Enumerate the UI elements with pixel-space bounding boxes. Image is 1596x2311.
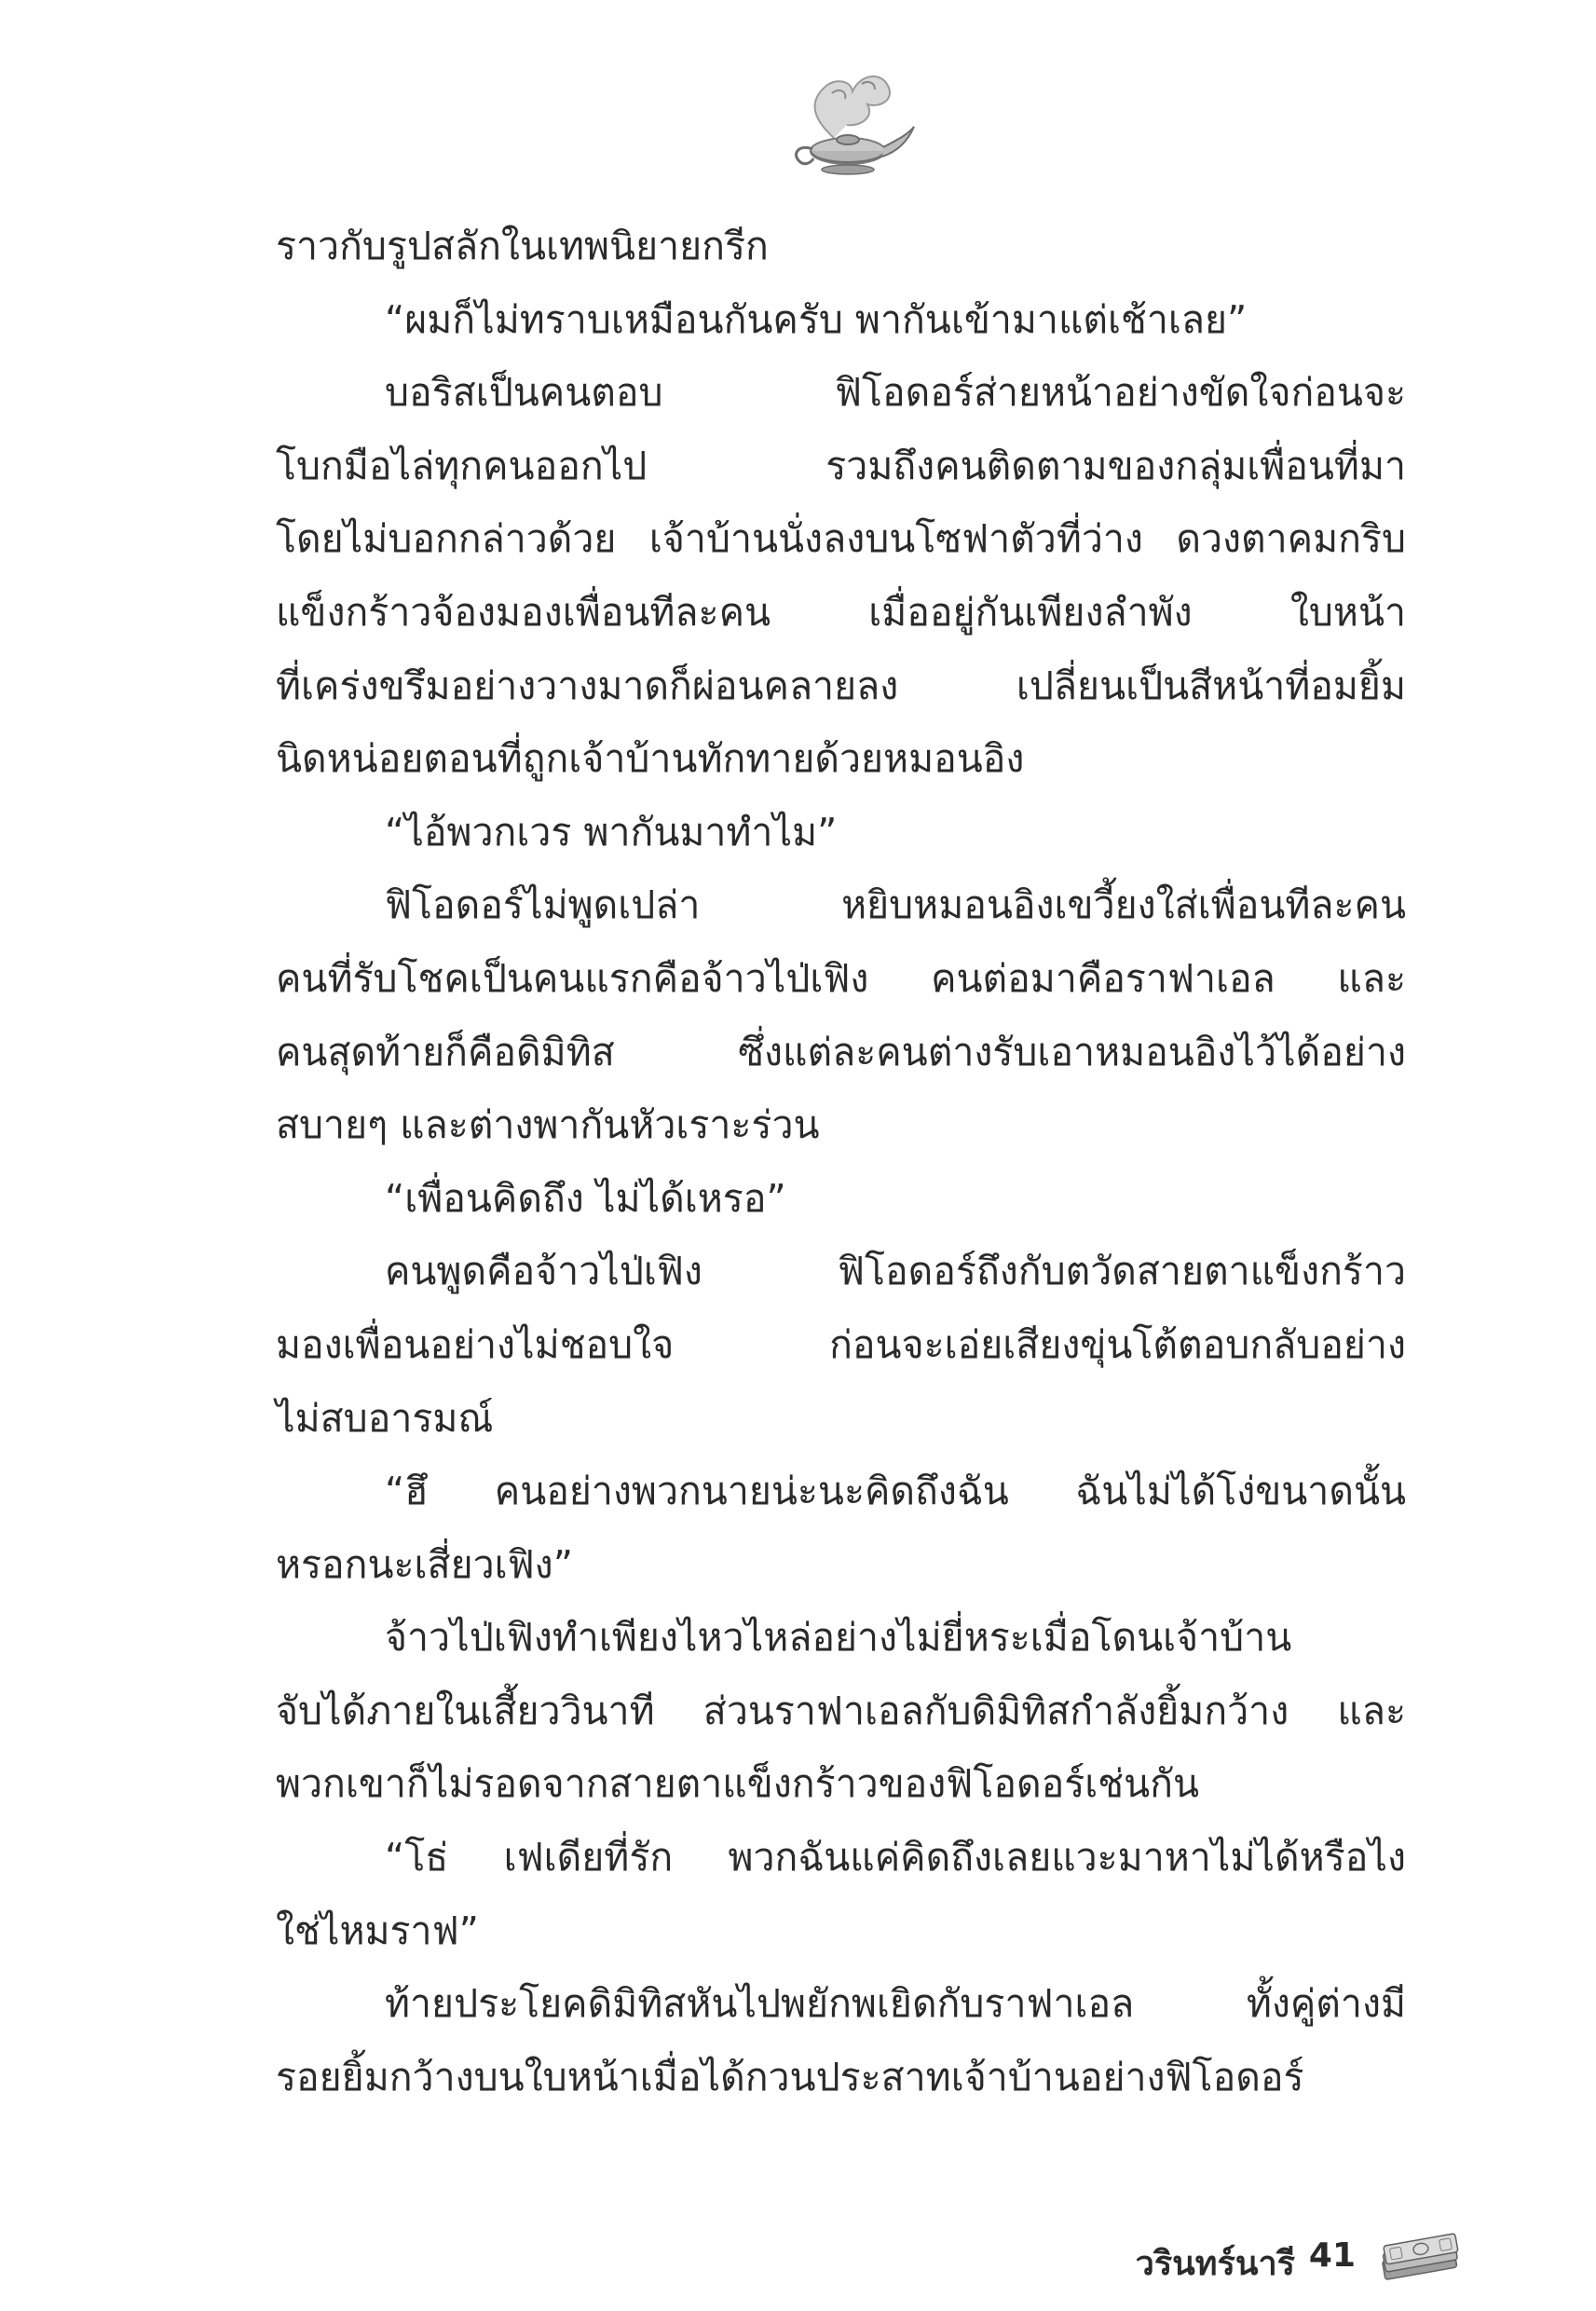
- text-line: จ้าวไป่เฟิงทำเพียงไหวไหล่อย่างไม่ยี่หระเมื่อโดนเจ้าบ้าน: [385, 1615, 1292, 1661]
- text-line: จับได้ภายในเสี้ยววินาที ส่วนราฟาเอลกับดิมิทิสกำลังยิ้มกว้าง และ: [276, 1688, 1406, 1733]
- text-line: นิดหน่อยตอนที่ถูกเจ้าบ้านทักทายด้วยหมอนอิง: [276, 736, 1025, 782]
- text-line: “ไอ้พวกเวร พากันมาทำไม”: [385, 809, 838, 855]
- story-text: [276, 210, 1406, 2113]
- text-line: บอริสเป็นคนตอบ ฟิโอดอร์ส่ายหน้าอย่างขัดใจก่อนจะ: [385, 370, 1406, 416]
- text-line: “ฮึ คนอย่างพวกนายน่ะนะคิดถึงฉัน ฉันไม่ได้โง่ขนาดนั้น: [385, 1469, 1406, 1514]
- text-line: โบกมือไล่ทุกคนออกไป รวมถึงคนติดตามของกลุ่มเพื่อนที่มา: [276, 443, 1406, 488]
- text-line: คนที่รับโชคเป็นคนแรกคือจ้าวไป่เฟิง คนต่อมาคือราฟาเอล และ: [276, 955, 1406, 1001]
- text-line: ฟิโอดอร์ไม่พูดเปล่า หยิบหมอนอิงเขวี้ยงใส่เพื่อนทีละคน: [385, 882, 1406, 928]
- money-stack-icon: [1374, 2227, 1463, 2283]
- text-line: ใช่ไหมราฟ”: [276, 1908, 479, 1953]
- text-line: ราวกับรูปสลักในเทพนิยายกรีก: [276, 224, 769, 268]
- text-line: ไม่สบอารมณ์: [276, 1395, 494, 1441]
- text-line: ท้ายประโยคดิมิทิสหันไปพยักพเยิดกับราฟาเอล ทั้งคู่ต่างมี: [385, 1981, 1406, 2027]
- text-line: พวกเขาก็ไม่รอดจากสายตาแข็งกร้าวของฟิโอดอร์เช่นกัน: [276, 1761, 1199, 1807]
- text-line: “โธ่ เฟเดียที่รัก พวกฉันแค่คิดถึงเลยแวะมาหาไม่ได้หรือไง: [385, 1835, 1406, 1880]
- book-title: วรินทร์นารี: [1135, 2245, 1295, 2283]
- text-line: “ผมก็ไม่ทราบเหมือนกันครับ พากันเข้ามาแต่เช้าเลย”: [385, 296, 1248, 342]
- text-line: หรอกนะเสี่ยวเฟิง”: [276, 1541, 573, 1587]
- text-line: ที่เคร่งขรึมอย่างวางมาดก็ผ่อนคลายลง เปลี่ยนเป็นสีหน้าที่อมยิ้ม: [276, 663, 1406, 708]
- text-line: สบายๆ และต่างพากันหัวเราะร่วน: [276, 1102, 820, 1148]
- magic-lamp-icon: [778, 65, 918, 177]
- page-number: 41: [1308, 2236, 1356, 2275]
- text-line: โดยไม่บอกกล่าวด้วย เจ้าบ้านนั่งลงบนโซฟาตัวที่ว่าง ดวงตาคมกริบ: [276, 516, 1406, 562]
- page-footer: [978, 2225, 1463, 2290]
- text-line: คนสุดท้ายก็คือดิมิทิส ซึ่งแต่ละคนต่างรับเอาหมอนอิงไว้ได้อย่าง: [276, 1029, 1406, 1074]
- text-line: คนพูดคือจ้าวไป่เฟิง ฟิโอดอร์ถึงกับตวัดสายตาแข็งกร้าว: [385, 1249, 1406, 1294]
- text-line: แข็งกร้าวจ้องมองเพื่อนทีละคน เมื่ออยู่กันเพียงลำพัง ใบหน้า: [276, 589, 1406, 635]
- text-line: รอยยิ้มกว้างบนใบหน้าเมื่อได้กวนประสาทเจ้าบ้านอย่างฟิโอดอร์: [276, 2054, 1304, 2099]
- text-line: “เพื่อนคิดถึง ไม่ได้เหรอ”: [385, 1175, 786, 1221]
- text-line: มองเพื่อนอย่างไม่ชอบใจ ก่อนจะเอ่ยเสียงขุ่นโต้ตอบกลับอย่าง: [276, 1321, 1406, 1367]
